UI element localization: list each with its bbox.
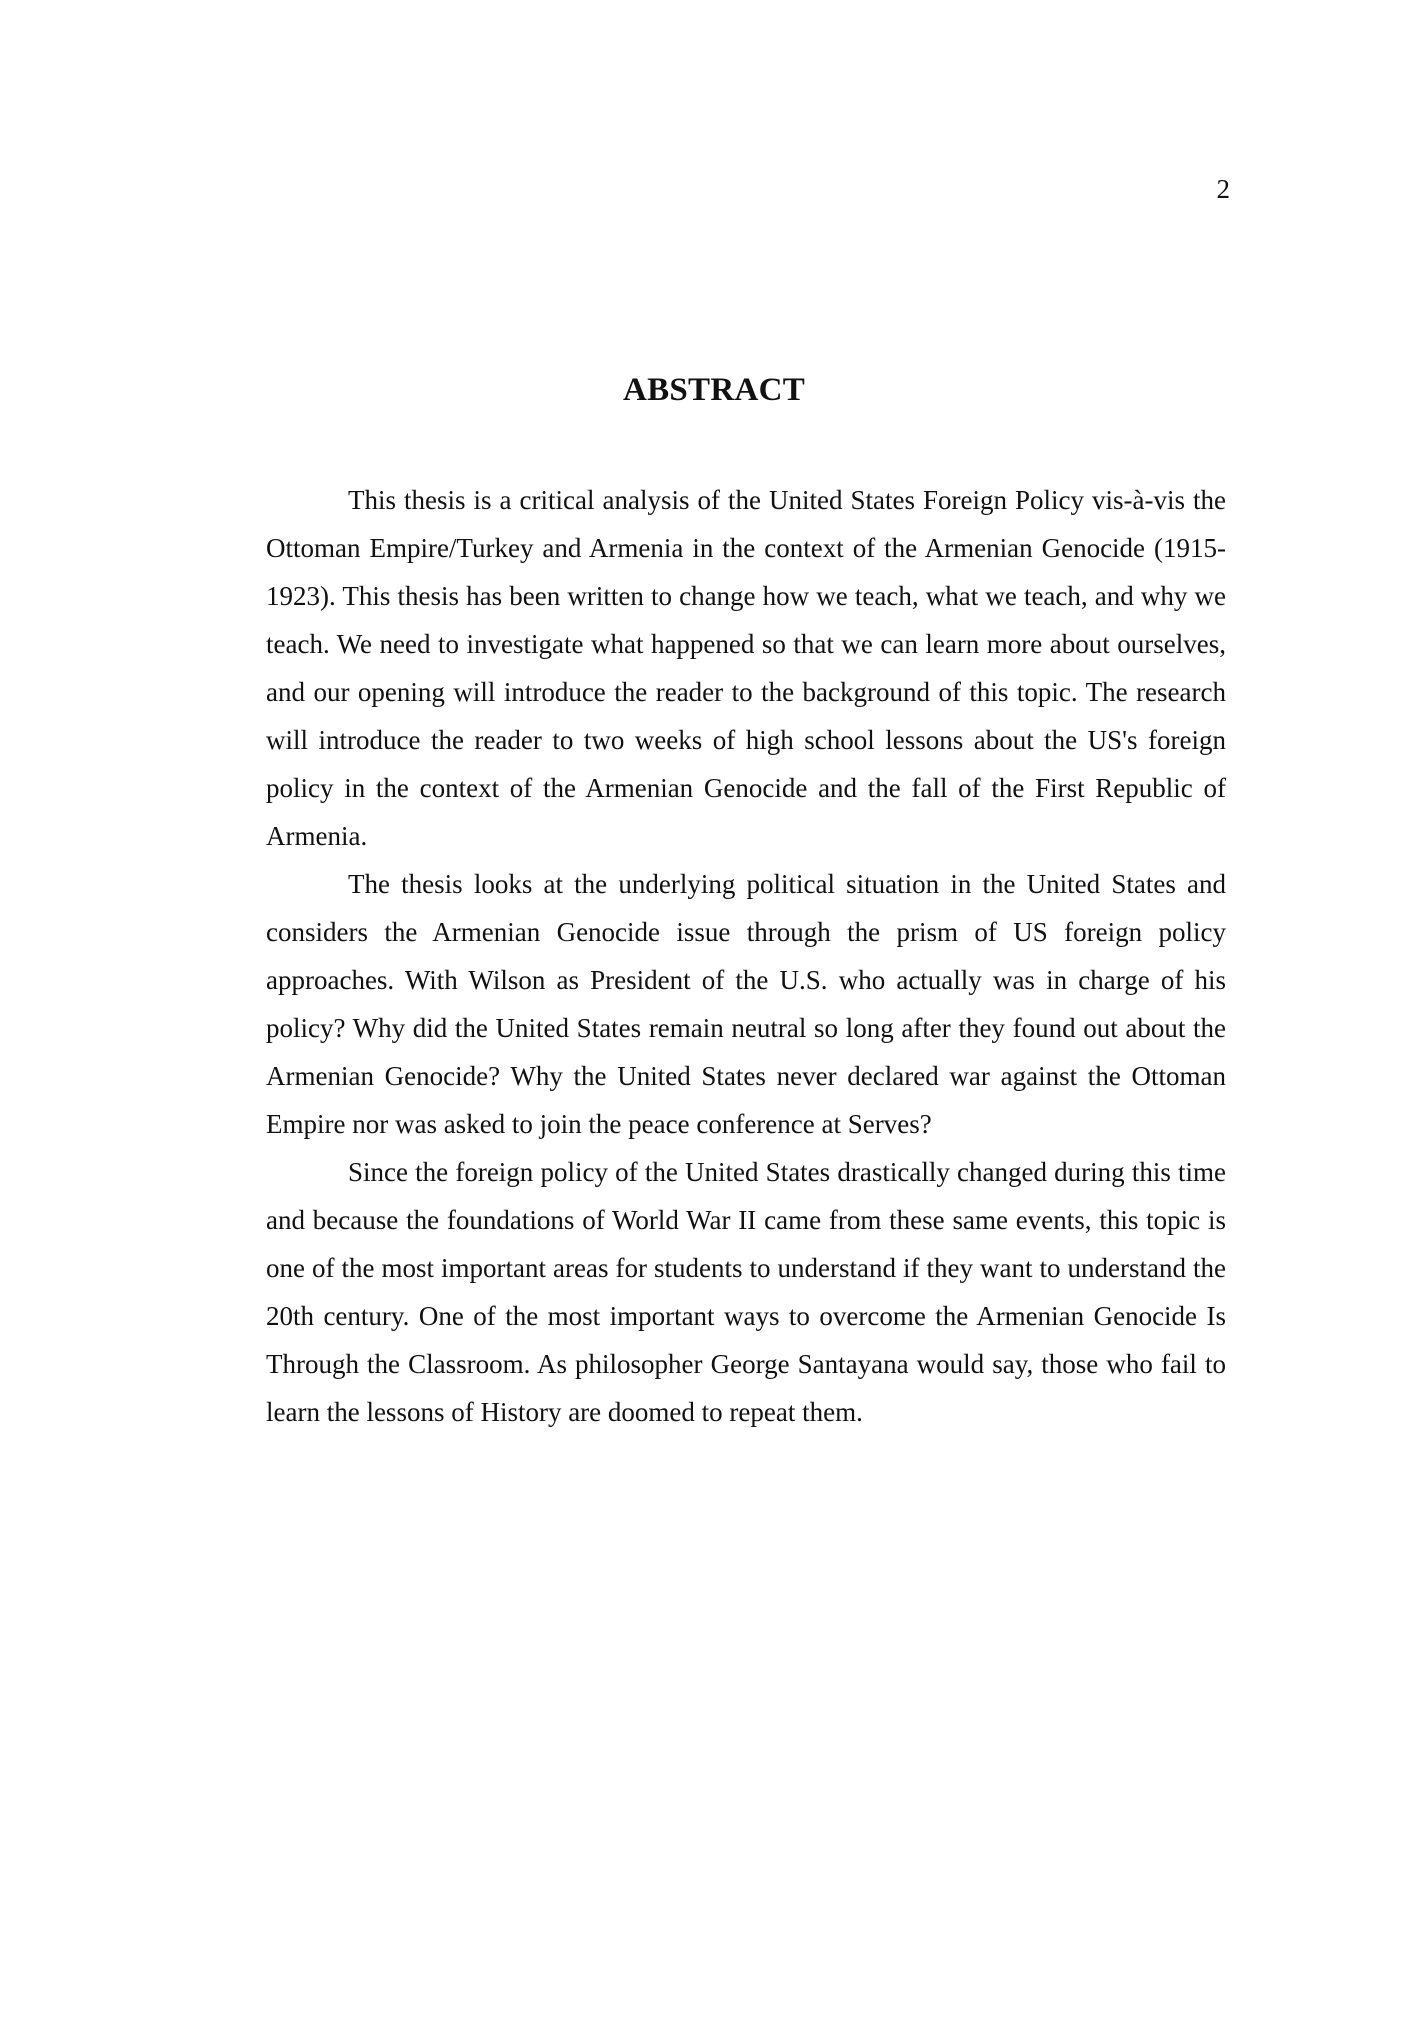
abstract-heading: ABSTRACT — [622, 372, 806, 408]
abstract-paragraph-2: The thesis looks at the underlying political situation in the United States and considers the Armenian Genocide issue through the prism of US foreign policy approaches. With Wilson as President of the U.S. who actually was in charge of his policy? Why did the United States remain neutral so long after they found out about the Armenian Genocide? Why the United States never declared war against the Ottoman Empire nor was asked to join the peace conference at Serves? — [266, 869, 1226, 1139]
abstract-paragraph-3: Since the foreign policy of the United States drastically changed during this time and because the foundations of World War II came from these same events, this topic is one of the most important areas for students to understand if they want to understand the 20th century. One of the most important ways to overcome the Armenian Genocide Is Through the Classroom. As philosopher George Santayana would say, those who fail to learn the lessons of History are doomed to repeat them. — [266, 1157, 1226, 1427]
abstract-body — [266, 476, 1226, 1436]
page-number: 2 — [1216, 174, 1230, 204]
abstract-paragraph-1: This thesis is a critical analysis of the United States Foreign Policy vis-à-vis the Ottoman Empire/Turkey and Armenia in the context of the Armenian Genocide (1915-1923). This thesis has been written to change how we teach, what we teach, and why we teach. We need to investigate what happened so that we can learn more about ourselves, and our opening will introduce the reader to the background of this topic. The research will introduce the reader to two weeks of high school lessons about the US's foreign policy in the context of the Armenian Genocide and the fall of the First Republic of Armenia. — [266, 485, 1226, 851]
